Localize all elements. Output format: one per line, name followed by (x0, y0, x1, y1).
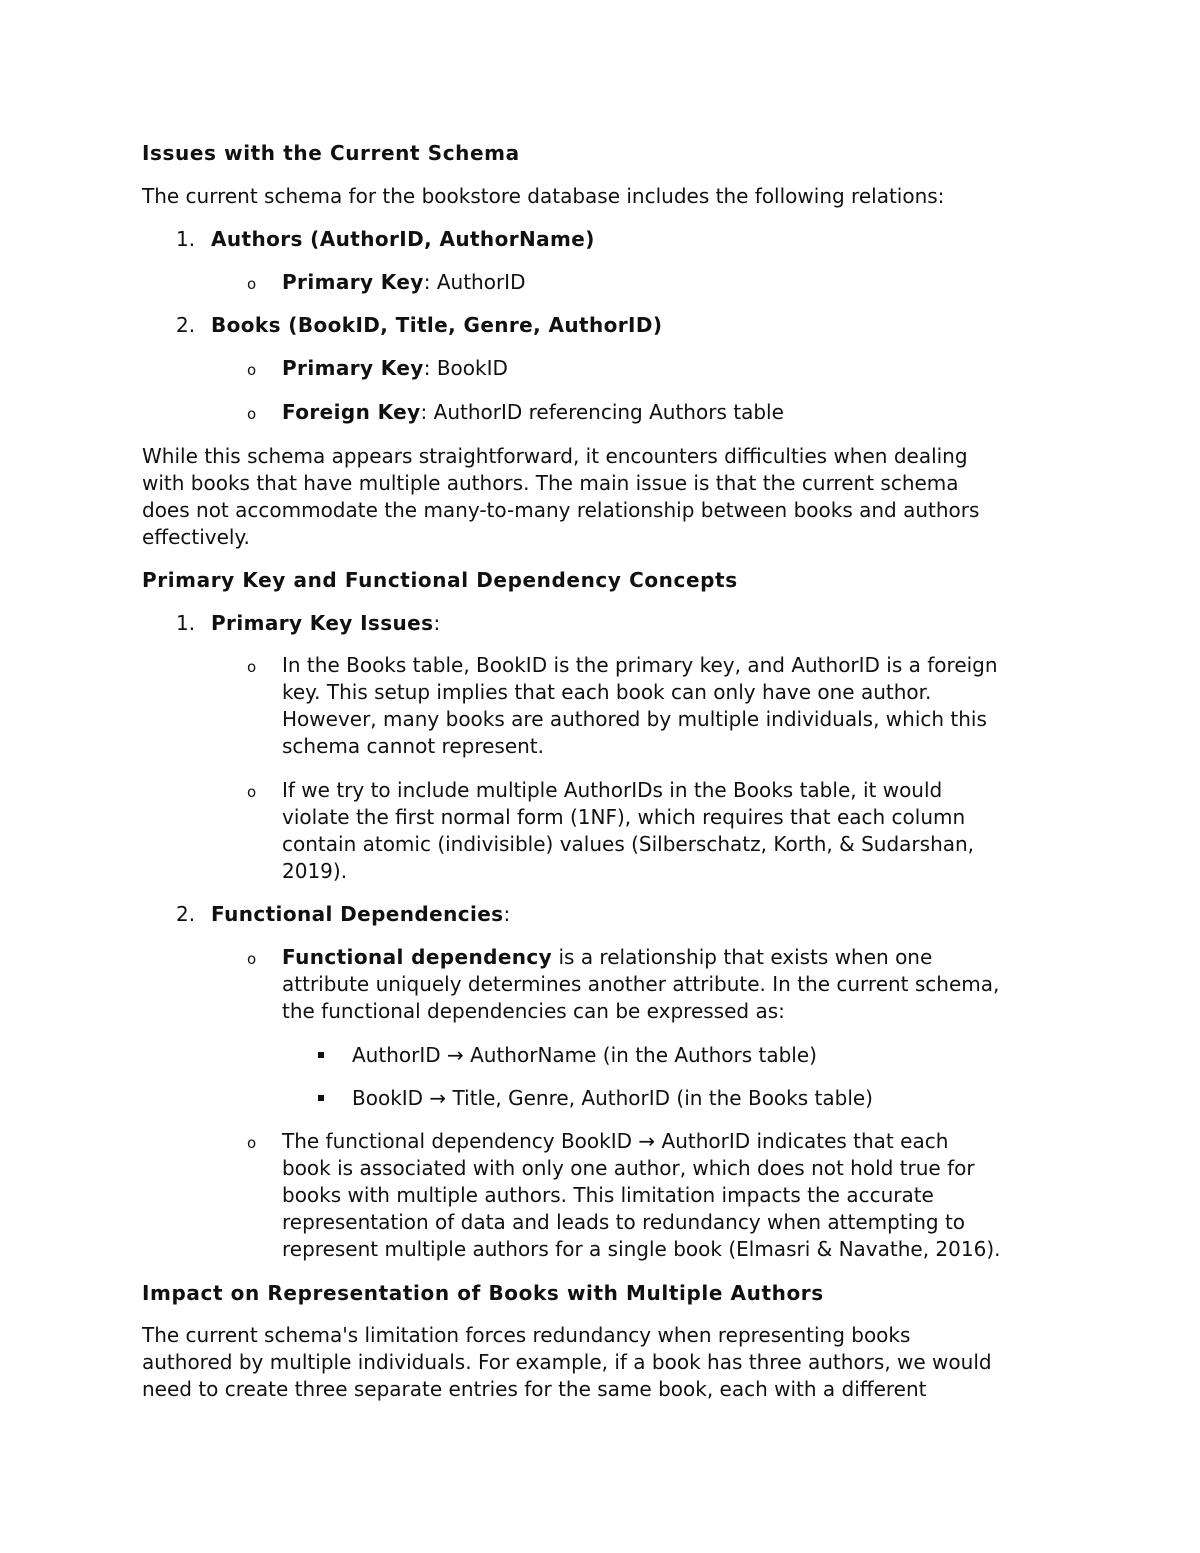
heading-primary-key-functional-dependency: Primary Key and Functional Dependency Concepts (142, 568, 738, 592)
circle-bullet-icon: o (247, 783, 257, 801)
item-label: Functional Dependencies (211, 902, 504, 926)
item-suffix: : (433, 611, 441, 635)
bullet-line: key. This setup implies that each book can only have one author. (282, 680, 932, 704)
list-number: 2. (176, 902, 196, 926)
sub-bullet-line: BookID → Title, Genre, AuthorID (in the Books table) (352, 1086, 873, 1110)
heading-issues-current-schema: Issues with the Current Schema (142, 141, 520, 165)
authors-primary-key (282, 269, 525, 296)
bullet-line: In the Books table, BookID is the primary key, and AuthorID is a foreign (282, 653, 998, 677)
list-number: 1. (176, 611, 196, 635)
relation-books-title: Books (BookID, Title, Genre, AuthorID) (211, 313, 663, 337)
bullet-line: The functional dependency BookID → AuthorID indicates that each (282, 1129, 949, 1153)
heading-impact-representation: Impact on Representation of Books with Multiple Authors (142, 1281, 824, 1305)
item-suffix: : (503, 902, 511, 926)
bullet-line: If we try to include multiple AuthorIDs in the Books table, it would (282, 778, 943, 802)
bullet-line: book is associated with only one author, which does not hold true for (282, 1156, 975, 1180)
bullet-line: books with multiple authors. This limitation impacts the accurate (282, 1183, 934, 1207)
key-value: : BookID (423, 356, 508, 380)
bullet-line: attribute uniquely determines another attribute. In the current schema, (282, 972, 1000, 996)
intro-paragraph: The current schema for the bookstore database includes the following relations: (142, 184, 945, 208)
books-foreign-key (282, 399, 784, 426)
key-value: : AuthorID (423, 270, 526, 294)
paragraph-line: with books that have multiple authors. The main issue is that the current schema (142, 471, 959, 495)
circle-bullet-icon: o (247, 275, 257, 293)
item-label: Primary Key Issues (211, 611, 434, 635)
paragraph-line: authored by multiple individuals. For example, if a book has three authors, we would (142, 1350, 992, 1374)
square-bullet-icon (318, 1052, 324, 1058)
bullet-line: represent multiple authors for a single book (Elmasri & Navathe, 2016). (282, 1237, 1001, 1261)
bullet-line: the functional dependencies can be expressed as: (282, 999, 785, 1023)
circle-bullet-icon: o (247, 405, 257, 423)
key-label: Foreign Key (282, 400, 421, 424)
sub-bullet-line: AuthorID → AuthorName (in the Authors table) (352, 1043, 817, 1067)
term-bold: Functional dependency (282, 945, 553, 969)
bullet-line: violate the first normal form (1NF), which requires that each column (282, 805, 966, 829)
list-number: 2. (176, 313, 196, 337)
list-number: 1. (176, 227, 196, 251)
bullet-line: 2019). (282, 859, 348, 883)
paragraph-line: While this schema appears straightforward, it encounters difficulties when dealing (142, 444, 968, 468)
paragraph-line: The current schema's limitation forces redundancy when representing books (142, 1323, 911, 1347)
primary-key-issues-label (211, 610, 440, 637)
books-primary-key (282, 355, 508, 382)
paragraph-line: effectively. (142, 525, 250, 549)
term-rest: is a relationship that exists when one (552, 945, 933, 969)
bullet-line: representation of data and leads to redundancy when attempting to (282, 1210, 966, 1234)
circle-bullet-icon: o (247, 658, 257, 676)
bullet-line: contain atomic (indivisible) values (Silberschatz, Korth, & Sudarshan, (282, 832, 975, 856)
functional-dependencies-label (211, 901, 510, 928)
square-bullet-icon (318, 1095, 324, 1101)
key-value: : AuthorID referencing Authors table (420, 400, 784, 424)
bullet-line: schema cannot represent. (282, 734, 545, 758)
circle-bullet-icon: o (247, 950, 257, 968)
bullet-line (282, 944, 932, 971)
paragraph-line: need to create three separate entries for the same book, each with a different (142, 1377, 927, 1401)
key-label: Primary Key (282, 356, 424, 380)
circle-bullet-icon: o (247, 361, 257, 379)
key-label: Primary Key (282, 270, 424, 294)
bullet-line: However, many books are authored by multiple individuals, which this (282, 707, 987, 731)
relation-authors-title: Authors (AuthorID, AuthorName) (211, 227, 595, 251)
circle-bullet-icon: o (247, 1134, 257, 1152)
paragraph-line: does not accommodate the many-to-many relationship between books and authors (142, 498, 980, 522)
